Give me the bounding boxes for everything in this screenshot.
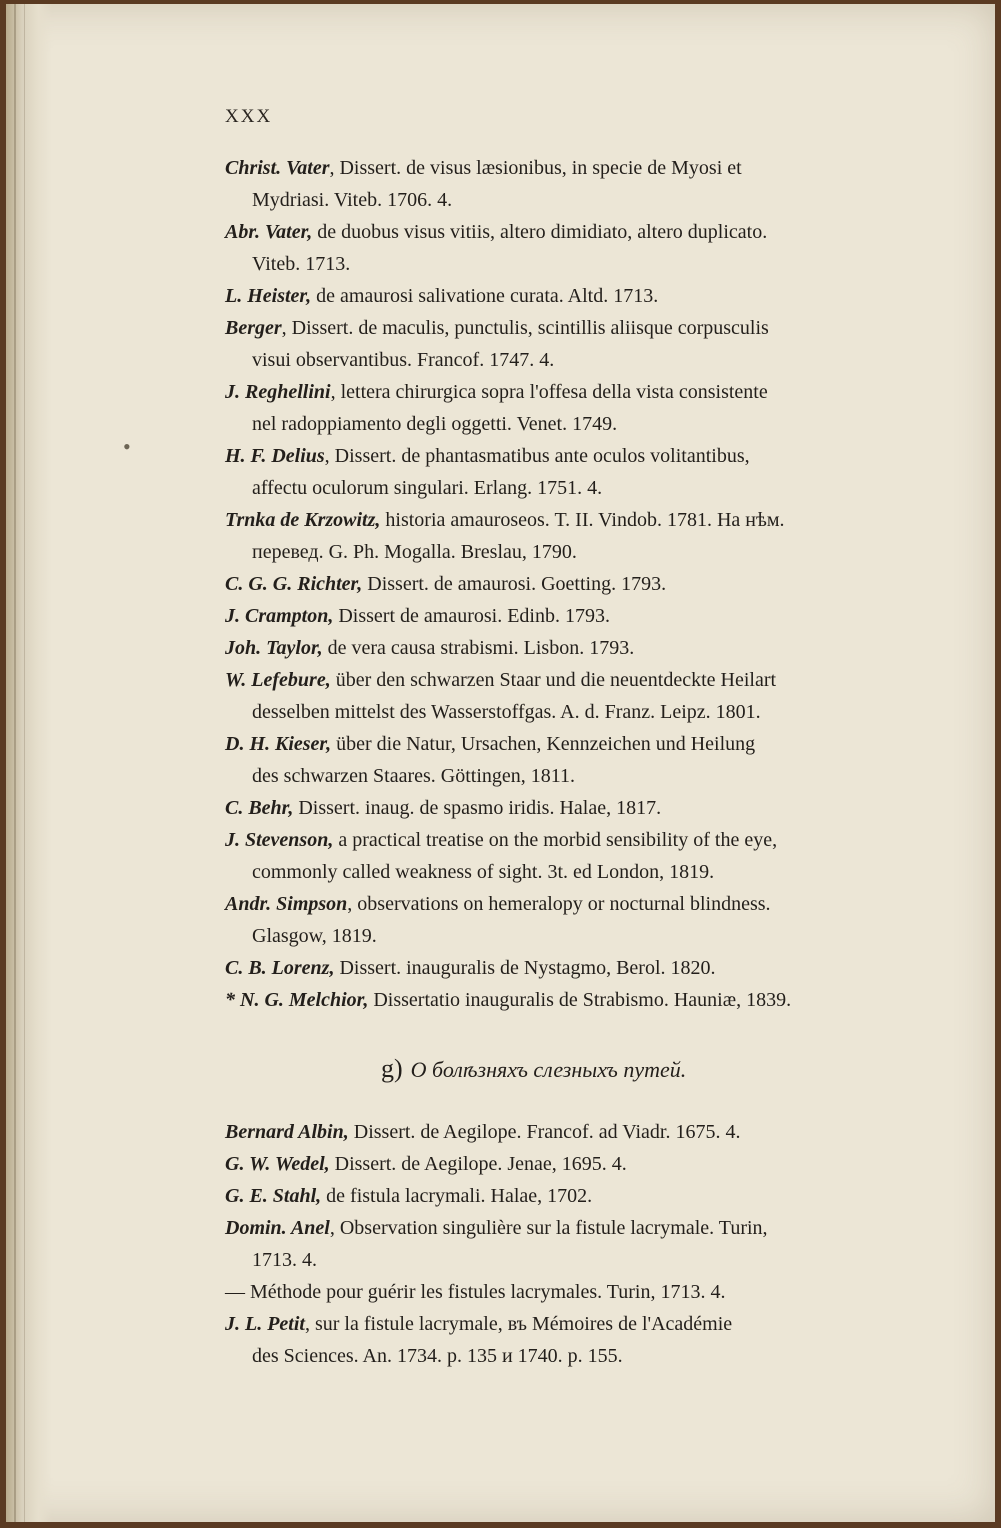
bibliography-entry	[225, 568, 967, 600]
entry-author: H. F. Delius	[225, 445, 325, 467]
entry-author: C. B. Lorenz,	[225, 957, 335, 979]
entry-author: J. Stevenson,	[225, 829, 334, 851]
bibliography-entry	[225, 1148, 967, 1180]
section-title: О болѣзняхъ слезныхъ путей.	[410, 1057, 687, 1082]
book-page	[6, 4, 995, 1522]
entry-text: Dissert. inaug. de spasmo iridis. Halae, 1817.	[293, 797, 662, 819]
entry-author: G. W. Wedel,	[225, 1153, 330, 1175]
entry-author: D. H. Kieser,	[225, 733, 332, 755]
entry-text: de duobus visus vitiis, altero dimidiato, altero duplicato.	[312, 221, 768, 243]
entry-text: a practical treatise on the morbid sensibility of the eye,	[333, 829, 778, 851]
entry-continuation: Mydriasi. Viteb. 1706. 4.	[252, 189, 453, 211]
entry-continuation: visui observantibus. Francof. 1747. 4.	[252, 349, 555, 371]
margin-mark: •	[123, 434, 131, 459]
bibliography-entry	[225, 312, 967, 376]
entry-text: über den schwarzen Staar und die neuentdeckte Heilart	[330, 669, 777, 691]
section-heading	[381, 1054, 686, 1084]
entry-author: Abr. Vater,	[225, 221, 313, 243]
entry-text: , Dissert. de phantasmatibus ante oculos volitantibus,	[324, 445, 750, 467]
bibliography-entry	[225, 632, 967, 664]
entry-continuation: desselben mittelst des Wasserstoffgas. A. d. Franz. Leipz. 1801.	[252, 701, 761, 723]
entry-author: J. Crampton,	[225, 605, 334, 627]
bibliography-entry	[225, 664, 967, 728]
entry-continuation: des Sciences. An. 1734. p. 135 и 1740. p. 155.	[252, 1345, 623, 1367]
entry-author: W. Lefebure,	[225, 669, 331, 691]
entry-text: Dissertatio inauguralis de Strabismo. Hauniæ, 1839.	[368, 989, 792, 1011]
entry-text: de fistula lacrymali. Halae, 1702.	[321, 1185, 593, 1207]
entry-author: Christ. Vater	[225, 157, 330, 179]
entry-continuation: 1713. 4.	[252, 1249, 317, 1271]
entry-author: Andr. Simpson	[225, 893, 348, 915]
bibliography-entry	[225, 280, 967, 312]
entry-text: , Observation singulière sur la fistule lacrymale. Turin,	[329, 1217, 768, 1239]
bibliography-entry	[225, 600, 967, 632]
entry-continuation: commonly called weakness of sight. 3t. ed London, 1819.	[252, 861, 715, 883]
bibliography-entry	[225, 152, 967, 216]
entry-text: Dissert. de Aegilope. Francof. ad Viadr. 1675. 4.	[348, 1121, 741, 1143]
bibliography-entry	[225, 504, 967, 568]
entry-author: Joh. Taylor,	[225, 637, 323, 659]
entry-text: de vera causa strabismi. Lisbon. 1793.	[322, 637, 635, 659]
entry-continuation: Viteb. 1713.	[252, 253, 351, 275]
entry-author: Trnka de Krzowitz,	[225, 509, 381, 531]
entry-continuation: affectu oculorum singulari. Erlang. 1751. 4.	[252, 477, 603, 499]
entry-text: , lettera chirurgica sopra l'offesa della vista consistente	[330, 381, 768, 403]
entry-text: , observations on hemeralopy or nocturnal blindness.	[347, 893, 771, 915]
bibliography-entry	[225, 1212, 967, 1276]
entry-text: Dissert. inauguralis de Nystagmo, Berol. 1820.	[334, 957, 716, 979]
entry-author: Domin. Anel	[225, 1217, 330, 1239]
bibliography-entry	[225, 952, 967, 984]
bibliography-entry	[225, 824, 967, 888]
page-number: XXX	[225, 106, 273, 127]
entry-text: de amaurosi salivatione curata. Altd. 1713.	[311, 285, 659, 307]
entry-author: J. Reghellini	[225, 381, 331, 403]
entry-author: * N. G. Melchior,	[225, 989, 369, 1011]
bibliography-entry	[225, 376, 967, 440]
entry-text: , sur la fistule lacrymale, въ Mémoires de l'Académie	[304, 1313, 733, 1335]
entry-author: Bernard Albin,	[225, 1121, 349, 1143]
entry-text: Dissert. de Aegilope. Jenae, 1695. 4.	[329, 1153, 627, 1175]
section-marker: g)	[381, 1054, 403, 1083]
entry-author: C. Behr,	[225, 797, 294, 819]
entry-text: über die Natur, Ursachen, Kennzeichen und Heilung	[331, 733, 756, 755]
bibliography-entry	[225, 792, 967, 824]
book-binding	[6, 4, 52, 1522]
entry-continuation: nel radoppiamento degli oggetti. Venet. 1749.	[252, 413, 618, 435]
entry-author: J. L. Petit	[225, 1313, 305, 1335]
entry-text: Dissert de amaurosi. Edinb. 1793.	[333, 605, 610, 627]
entry-author: C. G. G. Richter,	[225, 573, 363, 595]
entry-author: Berger	[225, 317, 282, 339]
bibliography-entry	[225, 1308, 967, 1372]
bibliography-entry	[225, 1276, 967, 1308]
entry-author: L. Heister,	[225, 285, 312, 307]
bibliography-entry	[225, 984, 967, 1016]
bibliography-entry	[225, 440, 967, 504]
entry-continuation: des schwarzen Staares. Göttingen, 1811.	[252, 765, 576, 787]
entry-continuation: перевед. G. Ph. Mogalla. Breslau, 1790.	[252, 541, 577, 563]
bibliography-entry	[225, 1116, 967, 1148]
entry-continuation: Glasgow, 1819.	[252, 925, 377, 947]
entry-text: — Méthode pour guérir les fistules lacrymales. Turin, 1713. 4.	[225, 1281, 726, 1303]
bibliography-entry	[225, 888, 967, 952]
entry-text: , Dissert. de maculis, punctulis, scintillis aliisque corpusculis	[281, 317, 769, 339]
entry-text: , Dissert. de visus læsionibus, in specie de Myosi et	[329, 157, 742, 179]
bibliography-entry	[225, 728, 967, 792]
entry-text: historia amauroseos. T. II. Vindob. 1781. На нѣм.	[380, 509, 785, 531]
bibliography-entry	[225, 1180, 967, 1212]
entry-author: G. E. Stahl,	[225, 1185, 322, 1207]
entry-text: Dissert. de amaurosi. Goetting. 1793.	[362, 573, 667, 595]
bibliography-entry	[225, 216, 967, 280]
